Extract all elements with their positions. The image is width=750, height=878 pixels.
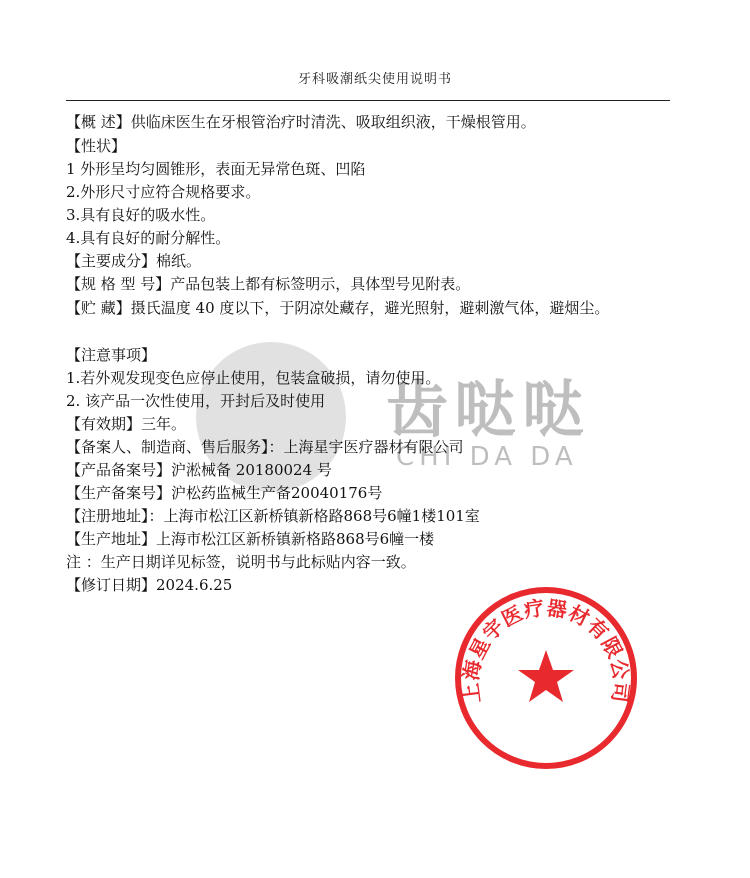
specification-line: 【规 格 型 号】产品包装上都有标签明示，具体型号见附表。 (66, 275, 471, 293)
production-filing-number: 【生产备案号】沪松药监械生产备20040176号 (66, 484, 383, 502)
svg-text:上海星宇医疗器材有限公司: 上海星宇医疗器材有限公司 (458, 595, 634, 705)
product-filing-number: 【产品备案号】沪淞械备 20180024 号 (66, 461, 332, 479)
note-line: 注 ：生产日期详见标签，说明书与此标贴内容一致。 (66, 553, 416, 571)
property-item-1: 1 外形呈均匀圆锥形，表面无异常色斑、凹陷 (66, 160, 366, 178)
precaution-item-1: 1.若外观发现变色应停止使用，包装盒破损，请勿使用。 (66, 369, 441, 387)
validity-line: 【有效期】三年。 (66, 415, 187, 433)
company-seal-stamp (452, 584, 640, 772)
manufacturer-line: 【备案人、制造商、售后服务】：上海星宇医疗器材有限公司 (66, 438, 464, 456)
properties-heading: 【性状】 (66, 137, 127, 155)
precautions-heading: 【注意事项】 (66, 346, 157, 364)
watermark-subtext: CHI DA DA (396, 442, 578, 472)
document-title: 牙科吸潮纸尖使用说明书 (297, 72, 452, 87)
star-icon (518, 650, 574, 702)
storage-line: 【贮 藏】摄氏温度 40 度以下，于阴凉处藏存，避光照射，避刺激气体，避烟尘。 (66, 299, 610, 317)
property-item-4: 4.具有良好的耐分解性。 (66, 229, 231, 247)
overview-line: 【概 述】供临床医生在牙根管治疗时清洗、吸取组织液，干燥根管用。 (66, 113, 536, 131)
property-item-3: 3.具有良好的吸水性。 (66, 206, 216, 224)
main-ingredients-line: 【主要成分】棉纸。 (66, 252, 202, 270)
registered-address: 【注册地址】：上海市松江区新桥镇新格路868号6幢1楼101室 (66, 507, 480, 525)
watermark-text: 齿哒哒 (386, 373, 591, 446)
revision-date: 【修订日期】2024.6.25 (66, 576, 233, 594)
property-item-2: 2.外形尺寸应符合规格要求。 (66, 183, 261, 201)
title-divider (66, 100, 670, 101)
production-address: 【生产地址】上海市松江区新桥镇新格路868号6幢一楼 (66, 530, 435, 548)
precaution-item-2: 2. 该产品一次性使用，开封后及时使用 (66, 392, 326, 410)
